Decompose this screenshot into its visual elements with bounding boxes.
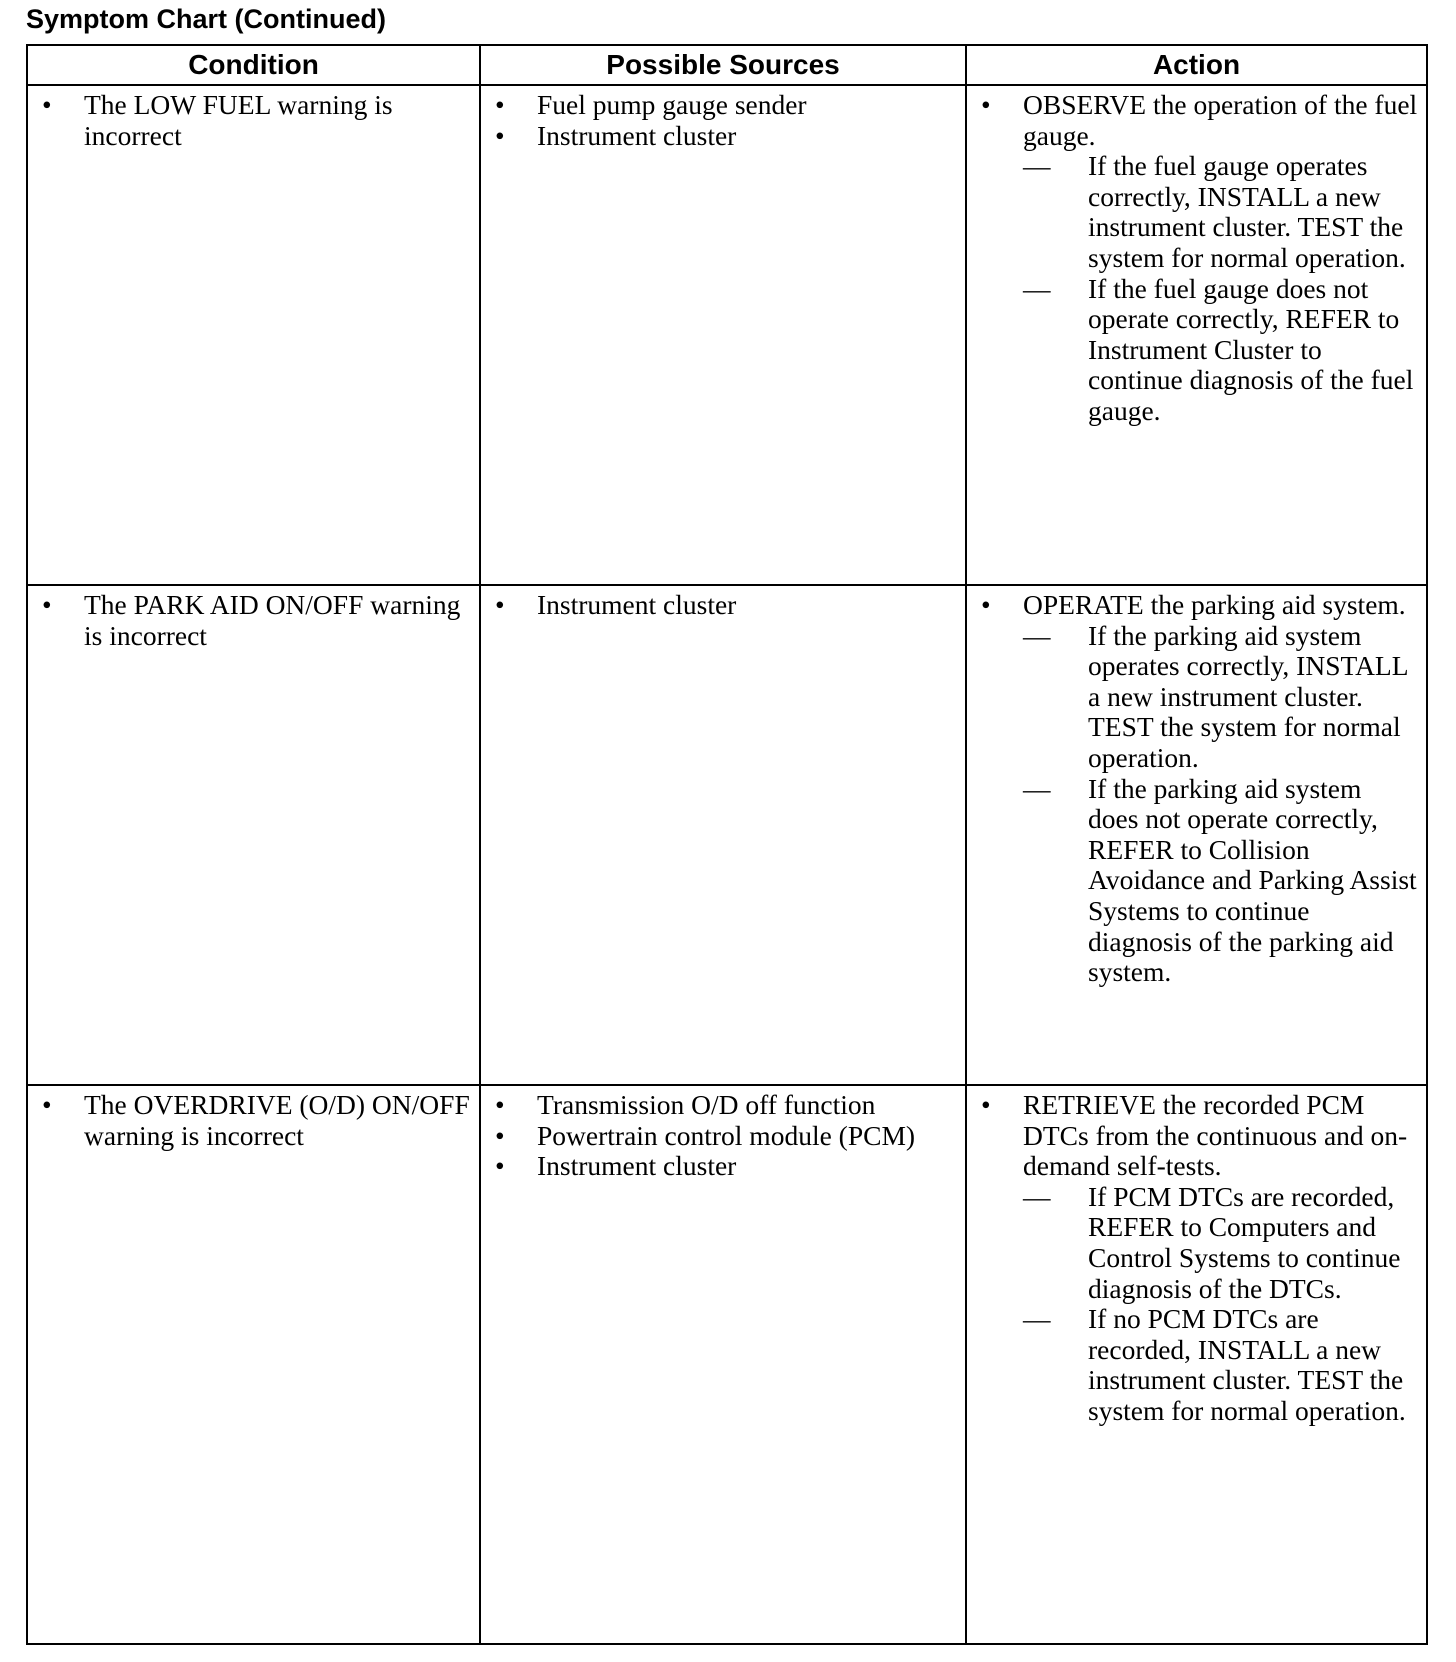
action-sub: — If the fuel gauge does not operate correctly, REFER to Instrument Cluster to continue diagnosis of the fuel gauge. (979, 274, 1418, 427)
condition-cell (27, 1085, 480, 1644)
condition-text: • The LOW FUEL warning is incorrect (40, 90, 471, 151)
action-cell (966, 1085, 1427, 1644)
condition-cell (27, 585, 480, 1085)
source-item: • Transmission O/D off function (493, 1090, 957, 1121)
source-item: • Instrument cluster (493, 590, 957, 621)
page-title: Symptom Chart (Continued) (26, 4, 386, 34)
header-action: Action (966, 45, 1427, 85)
action-sub: — If the parking aid system operates correctly, INSTALL a new instrument cluster. TEST the system for normal operation. (979, 621, 1418, 774)
action-sub: — If the fuel gauge operates correctly, INSTALL a new instrument cluster. TEST the system for normal operation. (979, 151, 1418, 273)
header-condition: Condition (27, 45, 480, 85)
condition-cell (27, 85, 480, 585)
source-item: • Powertrain control module (PCM) (493, 1121, 957, 1152)
action-cell (966, 585, 1427, 1085)
header-row (27, 45, 1427, 85)
action-sub: — If the parking aid system does not operate correctly, REFER to Collision Avoidance and Parking Assist Systems to continue diagnosis of the parking aid system. (979, 774, 1418, 988)
action-sub: — If PCM DTCs are recorded, REFER to Computers and Control Systems to continue diagnosis of the DTCs. (979, 1182, 1418, 1304)
condition-text: • The OVERDRIVE (O/D) ON/OFF warning is incorrect (40, 1090, 471, 1151)
symptom-chart-table (26, 44, 1428, 1645)
action-cell (966, 85, 1427, 585)
table-row (27, 1085, 1427, 1644)
source-item: • Instrument cluster (493, 121, 957, 152)
action-sub: — If no PCM DTCs are recorded, INSTALL a new instrument cluster. TEST the system for normal operation. (979, 1304, 1418, 1426)
action-main: • RETRIEVE the recorded PCM DTCs from the continuous and on-demand self-tests. (979, 1090, 1418, 1182)
header-possible-sources: Possible Sources (480, 45, 966, 85)
table-row (27, 585, 1427, 1085)
table-row (27, 85, 1427, 585)
action-main: • OPERATE the parking aid system. (979, 590, 1418, 621)
source-item: • Fuel pump gauge sender (493, 90, 957, 121)
sources-cell (480, 585, 966, 1085)
sources-cell (480, 85, 966, 585)
action-main: • OBSERVE the operation of the fuel gauge. (979, 90, 1418, 151)
sources-cell (480, 1085, 966, 1644)
source-item: • Instrument cluster (493, 1151, 957, 1182)
condition-text: • The PARK AID ON/OFF warning is incorrect (40, 590, 471, 651)
